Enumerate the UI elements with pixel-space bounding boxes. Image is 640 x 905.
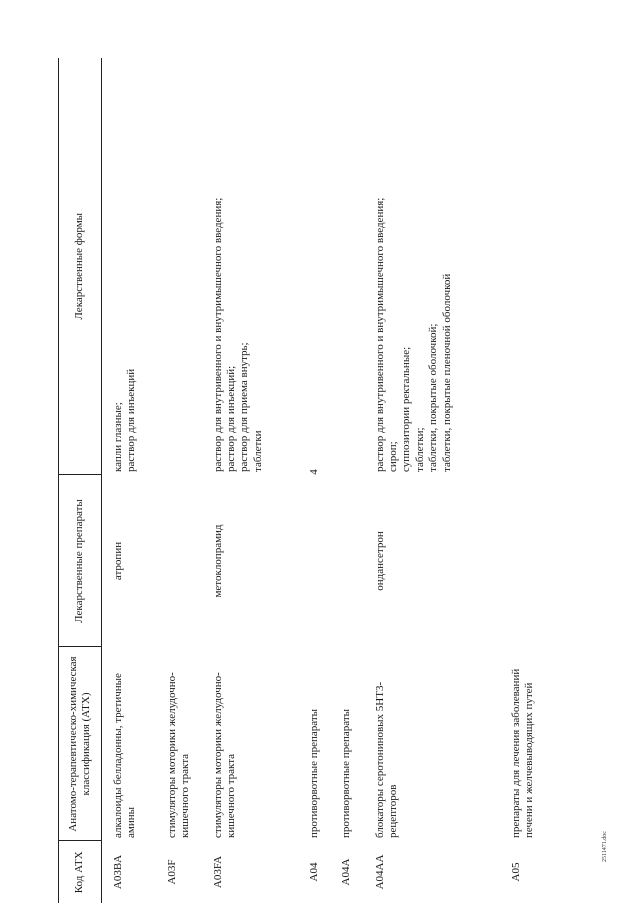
- form-item: таблетки;: [413, 427, 426, 472]
- row-drug: [156, 475, 202, 647]
- row-code: A03BA: [112, 854, 124, 890]
- table-row: [364, 58, 500, 903]
- row-code: A04: [307, 862, 320, 882]
- row-forms: [102, 58, 156, 475]
- form-item: таблетки, покрытые оболочкой;: [427, 323, 440, 472]
- row-classification: стимуляторы моторики желудочно-кишечного тракта: [211, 672, 237, 838]
- row-classification: препараты для лечения заболеваний печени и желчевыводящих путей: [509, 668, 535, 838]
- page-number: 4: [307, 469, 320, 475]
- table-row: [298, 58, 330, 903]
- row-drug: ондансетрон: [373, 531, 386, 591]
- form-item: раствор для инъекций;: [224, 365, 237, 472]
- form-item: суппозитории ректальные;: [400, 346, 413, 472]
- row-forms: [298, 58, 330, 475]
- row-code: A05: [509, 862, 522, 882]
- row-classification: стимуляторы моторики желудочно-кишечного тракта: [165, 672, 191, 838]
- form-item: раствор для внутривенного и внутримышечного введения;: [373, 197, 386, 472]
- row-code: A03FA: [211, 855, 224, 889]
- header-code: Код АТХ: [59, 841, 102, 903]
- table-row: [102, 58, 156, 903]
- form-item: капли глазные;: [112, 402, 124, 472]
- row-forms: [202, 58, 298, 475]
- row-code: A04AA: [373, 854, 386, 890]
- form-item: раствор для внутривенного и внутримышечного введения;: [211, 197, 224, 472]
- row-drug: метоклопрамид: [211, 524, 224, 598]
- table-row: [500, 58, 550, 903]
- form-item: таблетки, покрытые пленочной оболочкой: [440, 273, 453, 472]
- table-row: [330, 58, 364, 903]
- row-drug: [298, 475, 330, 647]
- row-classification: противорвотные препараты: [339, 708, 352, 838]
- row-forms: [364, 58, 500, 475]
- row-classification: противорвотные препараты: [307, 708, 320, 838]
- form-item: раствор для инъекций: [125, 368, 138, 472]
- form-item: раствор для приема внутрь;: [238, 342, 251, 472]
- row-forms: [500, 58, 550, 475]
- row-forms: [330, 58, 364, 475]
- row-code: A04A: [339, 858, 352, 886]
- row-drug: [500, 475, 550, 647]
- row-code: A03F: [165, 859, 178, 885]
- header-classification: Анатомо-терапевтическо-химическая классификация (АТХ): [59, 647, 102, 841]
- header-forms: Лекарственные формы: [59, 58, 102, 475]
- row-classification: алкалоиды белладонны, третичные амины: [112, 673, 138, 838]
- footer-filename: 2511471.doc: [602, 831, 608, 862]
- row-classification: блокаторы серотониновых 5HT3-рецепторов: [373, 681, 399, 838]
- table-row: [202, 58, 298, 903]
- row-forms: [156, 58, 202, 475]
- table-header-row: [59, 58, 102, 903]
- rotated-table-region: [58, 33, 618, 903]
- atx-table: [58, 58, 550, 903]
- form-item: сироп;: [386, 441, 399, 472]
- table-row: [156, 58, 202, 903]
- row-drug: [330, 475, 364, 647]
- row-drug: атропин: [112, 541, 124, 581]
- header-drugs: Лекарственные препараты: [59, 475, 102, 647]
- form-item: таблетки: [251, 430, 264, 472]
